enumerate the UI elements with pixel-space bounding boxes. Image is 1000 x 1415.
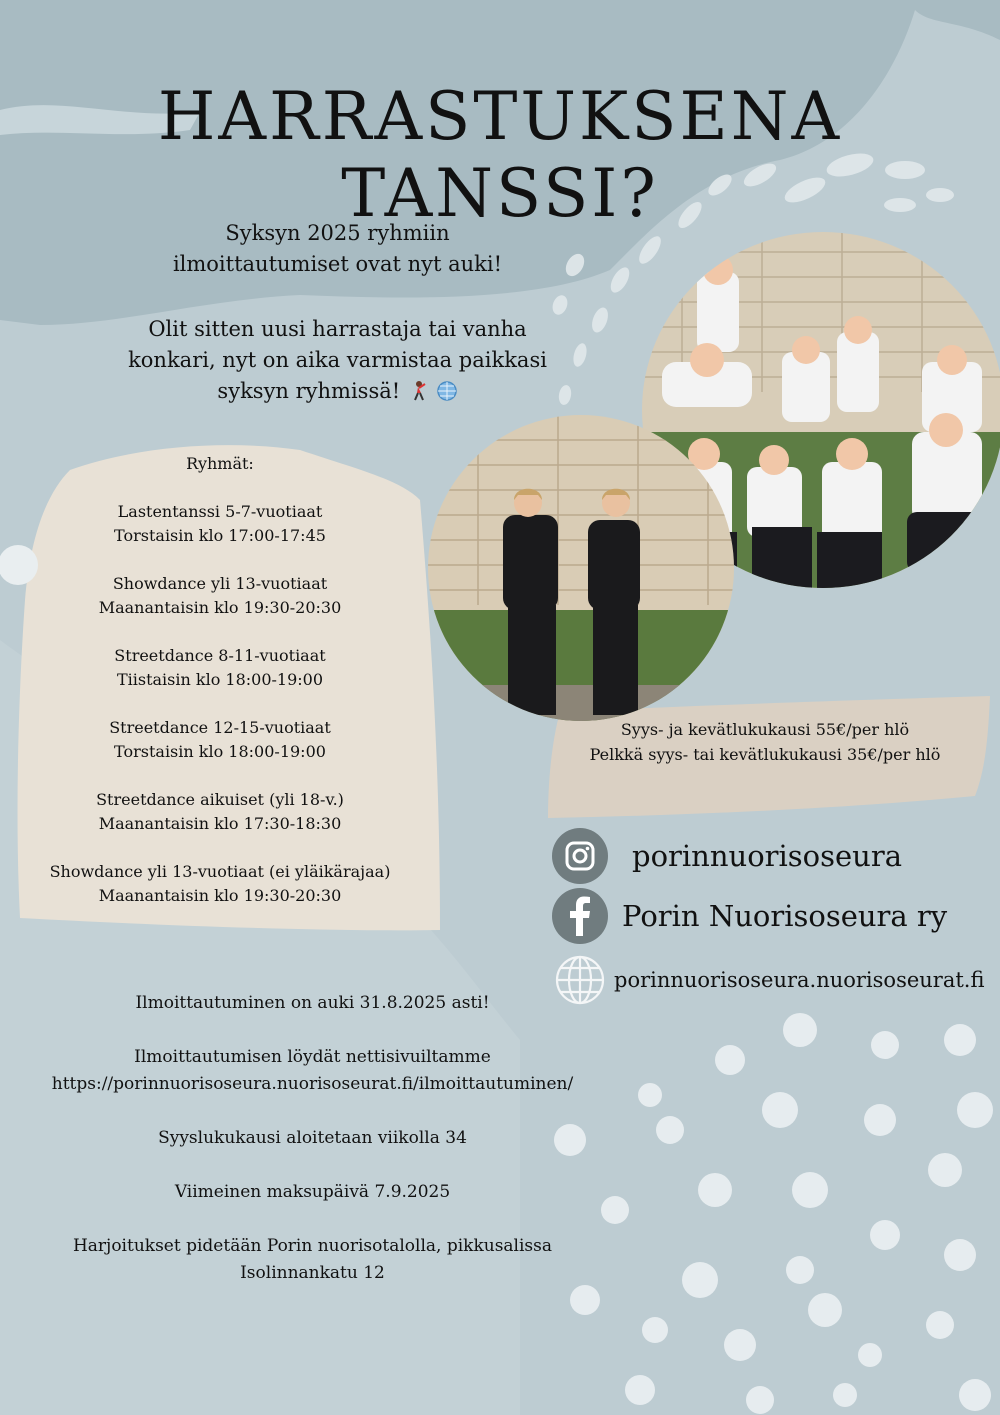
intro-paragraph-line-3: syksyn ryhmissä! (217, 379, 401, 403)
groups-heading: Ryhmät: (186, 454, 254, 473)
venue-line-1: Harjoitukset pidetään Porin nuorisotalolla, pikkusalissa (72, 1236, 553, 1256)
group-name: Showdance yli 13-vuotiaat (112, 574, 328, 593)
instagram-handle[interactable]: porinnuorisoseura (632, 839, 903, 873)
group-time: Tiistaisin klo 18:00-19:00 (116, 670, 324, 689)
signup-text: Ilmoittautumisen löydät nettisivuiltamme (134, 1047, 491, 1067)
pricing-panel (555, 717, 975, 767)
dancer-emoji-icon (407, 380, 429, 402)
venue-line-2: Isolinnankatu 12 (240, 1263, 385, 1283)
signup-url-link[interactable]: https://porinnuorisoseura.nuorisoseurat.fi/ilmoittautuminen/ (51, 1074, 574, 1094)
group-time: Torstaisin klo 18:00-19:00 (114, 742, 326, 761)
group-item (20, 572, 420, 620)
group-item (20, 716, 420, 764)
instagram-link[interactable] (552, 828, 902, 884)
intro-block (95, 218, 580, 407)
group-name: Showdance yli 13-vuotiaat (ei yläikärajaa) (49, 862, 391, 881)
group-time: Maanantaisin klo 17:30-18:30 (98, 814, 342, 833)
price-line-full-year: Syys- ja kevätlukukausi 55€/per hlö (620, 720, 910, 739)
group-name: Streetdance 8-11-vuotiaat (114, 646, 326, 665)
group-time: Maanantaisin klo 19:30-20:30 (98, 886, 342, 905)
website-link[interactable] (552, 952, 984, 1008)
group-name: Streetdance aikuiset (yli 18-v.) (96, 790, 344, 809)
intro-line-1: Syksyn 2025 ryhmiin (225, 221, 450, 245)
term-start: Syyslukukausi aloitetaan viikolla 34 (158, 1128, 467, 1148)
signup-deadline: Ilmoittautuminen on auki 31.8.2025 asti! (135, 993, 490, 1013)
facebook-name[interactable]: Porin Nuorisoseura ry (622, 899, 948, 933)
intro-line-2: ilmoittautumiset ovat nyt auki! (172, 252, 503, 276)
payment-due: Viimeinen maksupäivä 7.9.2025 (174, 1182, 451, 1202)
group-item (20, 860, 420, 908)
instructors-photo (428, 415, 734, 721)
intro-paragraph-line-1: Olit sitten uusi harrastaja tai vanha (148, 317, 527, 341)
facebook-icon (552, 888, 608, 944)
intro-paragraph-line-3-wrap (95, 376, 580, 407)
group-time: Maanantaisin klo 19:30-20:30 (98, 598, 342, 617)
info-block (10, 990, 615, 1287)
facebook-link[interactable] (552, 888, 947, 944)
group-item (20, 500, 420, 548)
group-name: Lastentanssi 5-7-vuotiaat (117, 502, 323, 521)
instagram-icon (552, 828, 608, 884)
price-line-single-term: Pelkkä syys- tai kevätlukukausi 35€/per hlö (589, 745, 941, 764)
page-title: HARRASTUKSENA TANSSI? (157, 78, 843, 232)
group-item (20, 644, 420, 692)
group-time: Torstaisin klo 17:00-17:45 (114, 526, 326, 545)
intro-paragraph-line-2: konkari, nyt on aika varmistaa paikkasi (128, 348, 547, 372)
groups-panel (20, 452, 420, 932)
group-name: Streetdance 12-15-vuotiaat (109, 718, 331, 737)
website-url[interactable]: porinnuorisoseura.nuorisoseurat.fi (614, 968, 985, 992)
group-item (20, 788, 420, 836)
globe-emoji-icon (436, 380, 458, 402)
